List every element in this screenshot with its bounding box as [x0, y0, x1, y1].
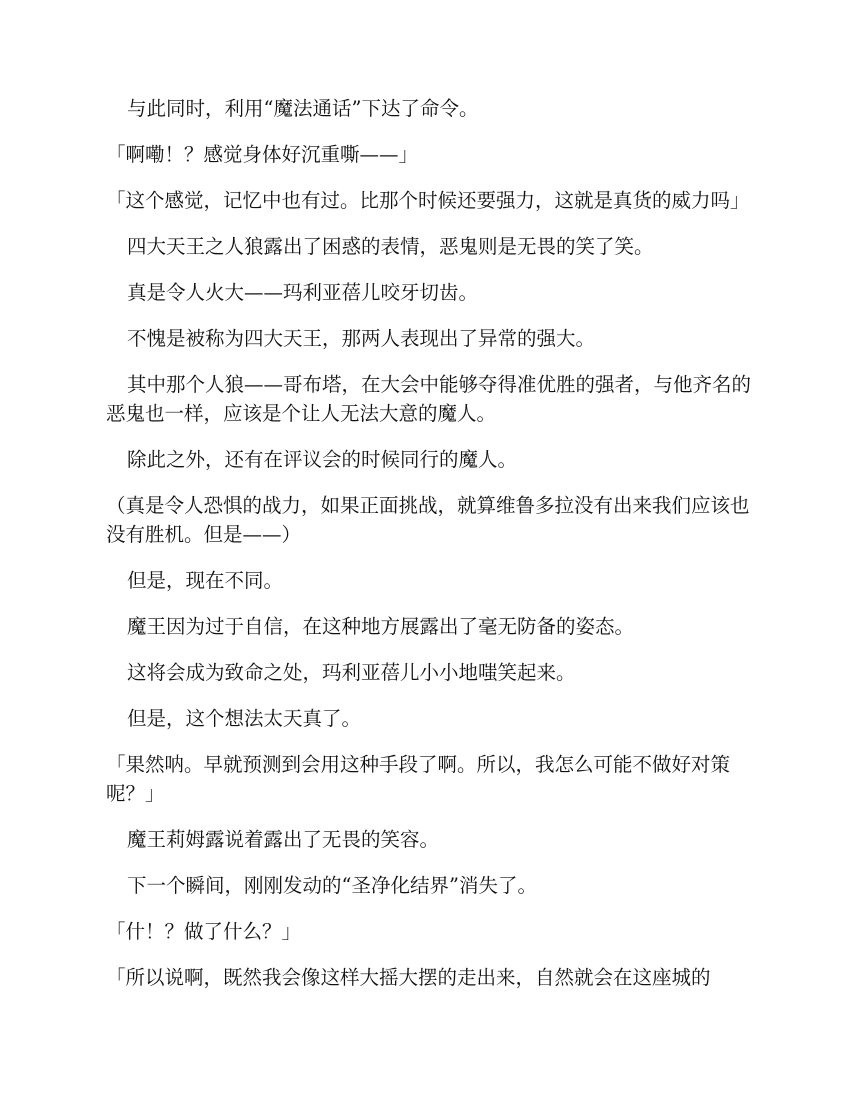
dialogue-line: 「果然呐。早就预测到会用这种手段了啊。所以，我怎么可能不做好对策呢？」: [106, 753, 731, 805]
paragraph: 不愧是被称为四大天王，那两人表现出了异常的强大。: [127, 327, 596, 350]
paragraph: 四大天王之人狼露出了困惑的表情，恶鬼则是无畏的笑了笑。: [127, 235, 654, 258]
paragraph: 其中那个人狼——哥布塔，在大会中能够夺得准优胜的强者，与他齐名的恶鬼也一样，应该是个让人无法大意的魔人。: [106, 373, 752, 425]
thought-line: （真是令人恐惧的战力，如果正面挑战，就算维鲁多拉没有出来我们应该也没有胜机。但是——）: [106, 494, 750, 546]
paragraph: 这将会成为致命之处，玛利亚蓓儿小小地嗤笑起来。: [127, 661, 576, 684]
dialogue-line: 「什！？做了什么？」: [106, 920, 302, 943]
paragraph: 魔王莉姆露说着露出了无畏的笑容。: [127, 828, 440, 851]
dialogue-line: 「这个感觉，记忆中也有过。比那个时候还要强力，这就是真货的威力吗」: [106, 189, 750, 212]
dialogue-line: 「所以说啊，既然我会像这样大摇大摆的走出来，自然就会在这座城的: [106, 966, 711, 989]
paragraph: 与此同时，利用“魔法通话”下达了命令。: [127, 97, 479, 120]
body-text: [106, 94, 756, 1009]
paragraph: 真是令人火大——玛利亚蓓儿咬牙切齿。: [127, 281, 479, 304]
paragraph: 除此之外，还有在评议会的时候同行的魔人。: [127, 448, 518, 471]
paragraph: 下一个瞬间，刚刚发动的“圣净化结界”消失了。: [127, 874, 537, 897]
paragraph: 但是，现在不同。: [127, 569, 284, 592]
dialogue-line: 「啊嘞！？感觉身体好沉重嘶——」: [106, 143, 419, 166]
paragraph: 魔王因为过于自信，在这种地方展露出了毫无防备的姿态。: [127, 615, 635, 638]
paragraph: 但是，这个想法太天真了。: [127, 707, 362, 730]
